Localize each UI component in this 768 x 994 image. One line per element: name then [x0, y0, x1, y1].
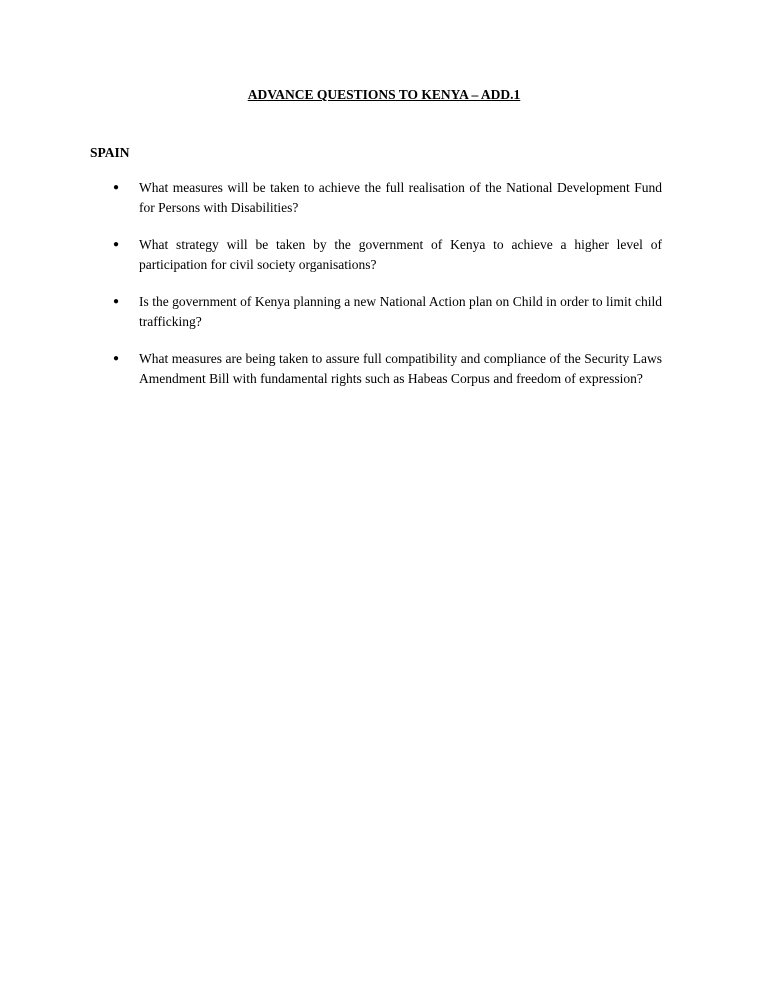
question-item	[90, 349, 662, 389]
question-item	[90, 292, 662, 332]
section-heading-spain: SPAIN	[90, 145, 130, 160]
question-text: Is the government of Kenya planning a new National Action plan on Child in order to limit child trafficking?	[139, 294, 662, 329]
question-item	[90, 235, 662, 275]
question-text: What strategy will be taken by the government of Kenya to achieve a higher level of participation for civil society organisations?	[139, 237, 662, 272]
question-text: What measures will be taken to achieve the full realisation of the National Development Fund for Persons with Disabilities?	[139, 180, 662, 215]
question-text: What measures are being taken to assure full compatibility and compliance of the Security Laws Amendment Bill with fundamental rights such as Habeas Corpus and freedom of expression?	[139, 351, 662, 386]
bullet-icon: ●	[113, 353, 120, 364]
bullet-icon: ●	[113, 296, 120, 307]
question-list	[90, 178, 662, 406]
bullet-icon: ●	[113, 239, 120, 250]
bullet-icon: ●	[113, 182, 120, 193]
question-item	[90, 178, 662, 218]
document-title: ADVANCE QUESTIONS TO KENYA – ADD.1	[247, 87, 521, 102]
